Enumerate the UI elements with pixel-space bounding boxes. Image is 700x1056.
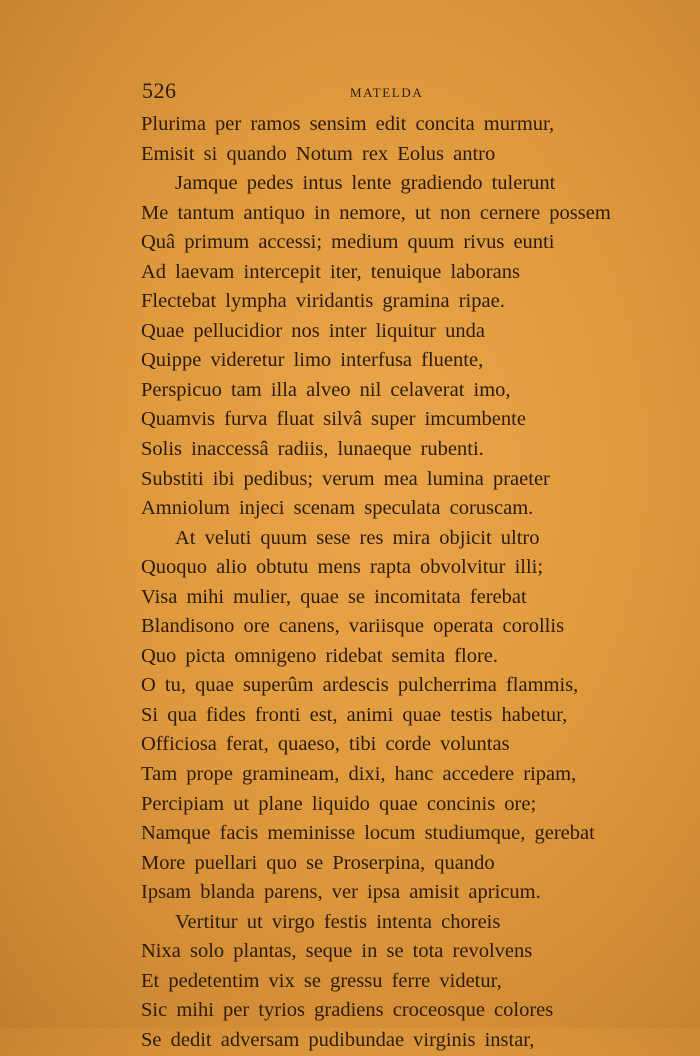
poem-line: Ad laevam intercepit iter, tenuique laborans — [141, 260, 520, 283]
poem-line: Quae pellucidior nos inter liquitur unda — [141, 319, 485, 342]
poem-line: Percipiam ut plane liquido quae concinis ore; — [141, 792, 537, 815]
poem-line: Me tantum antiquo in nemore, ut non cernere possem — [141, 201, 611, 224]
poem-line: Quo picta omnigeno ridebat semita flore. — [141, 644, 499, 667]
poem-line: Se dedit adversam pudibundae virginis instar, — [141, 1028, 535, 1051]
poem-line: Namque facis meminisse locum studiumque, gerebat — [141, 822, 595, 845]
poem-line: Amniolum injeci scenam speculata coruscam. — [141, 497, 534, 520]
poem-line: Visa mihi mulier, quae se incomitata ferebat — [141, 585, 527, 608]
poem-line: Jamque pedes intus lente gradiendo tulerunt — [175, 172, 556, 195]
poem-line: Quippe videretur limo interfusa fluente, — [141, 349, 484, 372]
page-header — [140, 78, 600, 106]
poem-line: Quoquo alio obtutu mens rapta obvolvitur illi; — [141, 556, 544, 579]
poem-line: More puellari quo se Proserpina, quando — [141, 851, 495, 874]
poem-line: Solis inaccessâ radiis, lunaeque rubenti. — [141, 438, 484, 461]
poem-line: Officiosa ferat, quaeso, tibi corde voluntas — [141, 733, 510, 756]
poem-line: At veluti quum sese res mira objicit ultro — [175, 526, 540, 549]
poem-line: Et pedetentim vix se gressu ferre videtur, — [141, 969, 502, 992]
poem-line: Quamvis furva fluat silvâ super imcumbente — [141, 408, 526, 431]
poem-line: Si qua fides fronti est, animi quae testis habetur, — [141, 703, 568, 726]
poem-line: O tu, quae superûm ardescis pulcherrima flammis, — [141, 674, 579, 697]
poem-line: Plurima per ramos sensim edit concita murmur, — [141, 113, 555, 135]
poem-line: Nixa solo plantas, seque in se tota revolvens — [141, 940, 533, 963]
page-number: 526 — [142, 78, 177, 103]
poem-text — [141, 110, 621, 1056]
running-title: MATELDA — [350, 85, 424, 100]
poem-line: Quâ primum accessi; medium quum rivus eunti — [141, 231, 555, 254]
poem-line: Flectebat lympha viridantis gramina ripae. — [141, 290, 505, 313]
poem-line: Substiti ibi pedibus; verum mea lumina praeter — [141, 467, 550, 490]
poem-line: Sic mihi per tyrios gradiens croceosque colores — [141, 999, 554, 1022]
poem-line: Ipsam blanda parens, ver ipsa amisit apricum. — [141, 881, 541, 904]
poem-line: Blandisono ore canens, variisque operata corollis — [141, 615, 565, 638]
poem-line: Emisit si quando Notum rex Eolus antro — [141, 142, 496, 165]
poem-line: Tam prope gramineam, dixi, hanc accedere ripam, — [141, 763, 577, 786]
poem-line: Perspicuo tam illa alveo nil celaverat imo, — [141, 378, 511, 401]
poem-line: Vertitur ut virgo festis intenta choreis — [175, 910, 501, 933]
